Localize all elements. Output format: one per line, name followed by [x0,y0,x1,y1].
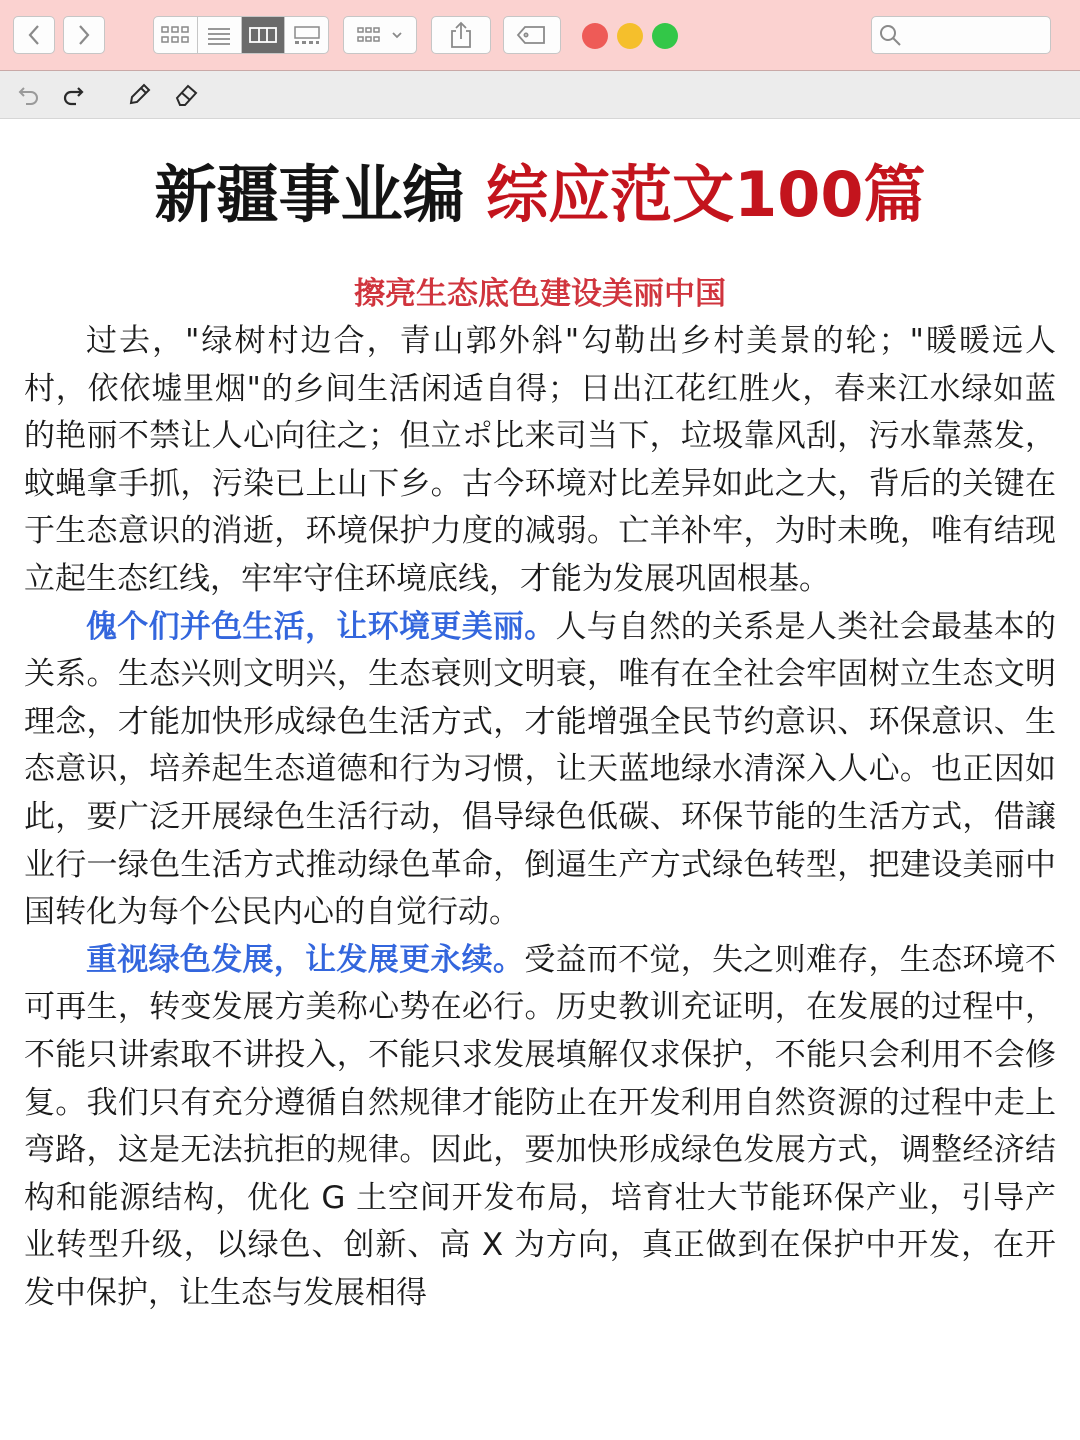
search-field[interactable] [871,16,1051,54]
tag-button[interactable] [503,16,561,54]
paragraph-3 [24,937,1056,1318]
article-body [24,318,1056,1317]
article-heading: 擦亮生态底色建设美丽中国 [354,276,726,312]
paragraph-1: 过去，"绿树村边合，青山郭外斜"勾勒出乡村美景的轮；"暖暖远人村，依依墟里烟"的乡间生活闲适自得；日出江花红胜火，春来江水绿如蓝的艳丽不禁让人心向往之；但立ポ比来司当下，垃圾靠风刮，污水靠蒸发，蚊蝇拿手抓，污染已上山下乡。古今环境对比差异如此之大，背后的关键在于生态意识的消逝，环境保护力度的减弱。亡羊补牢，为时未晚，唯有结现立起生态红线，牢牢守住环境底线，才能为发展巩固根基。 [24,323,1056,597]
view-mode-switcher [153,16,329,54]
redo-icon [60,82,86,108]
close-window-button[interactable] [582,23,608,49]
forward-button[interactable] [63,16,105,54]
paragraph-3-body: 受益而不觉，失之则难存，生态环境不可再生，转变发展方美称心势在必行。历史教训充证明，在发展的过程中，不能只讲索取不讲投入，不能只求发展填解仅求保护，不能只会利用不会修复。我们只有充分遵循自然规律才能防止在开发利用自然资源的过程中走上弯路，这是无法抗拒的规律。因此，要加快形成绿色发展方式，调整经济结构和能源结构，优化 G 土空间开发布局，培育壮大节能环保产业，引导产业转型升级，以绿色、创新、高 X 为方向，真正做到在保护中开发，在开发中保护，让生态与发展相得 [24,941,1057,1311]
column-view-button[interactable] [242,17,286,53]
columns-icon [248,24,278,46]
group-icon [356,24,386,46]
zoom-window-button[interactable] [652,23,678,49]
paragraph-3-lead: 重视绿色发展，让发展更永续。 [86,941,525,978]
title-prefix: 新疆事业编 [154,158,487,231]
window-toolbar [0,0,1080,71]
gallery-view-button[interactable] [285,17,328,53]
back-button[interactable] [13,16,55,54]
chevron-down-icon [390,24,404,46]
eraser-tool-button[interactable] [172,80,202,110]
paragraph-2-lead: 傀个们并色生活，让环境更美丽。 [86,608,556,645]
list-icon [205,24,233,46]
eraser-icon [173,81,201,109]
group-by-button[interactable] [343,16,417,54]
undo-button[interactable] [14,80,44,110]
undo-icon [16,82,42,108]
markup-toolbar [0,71,1080,119]
pen-tool-button[interactable] [124,80,154,110]
share-icon [449,20,473,50]
gallery-icon [292,24,322,46]
icon-view-button[interactable] [154,17,198,53]
paragraph-2 [24,604,1056,937]
search-icon [878,23,904,49]
tag-icon [516,24,548,46]
title-highlight: 综应范文100篇 [486,158,926,231]
share-button[interactable] [431,16,491,54]
minimize-window-button[interactable] [617,23,643,49]
chevron-right-icon [75,23,93,47]
page-title [0,150,1080,240]
redo-button[interactable] [58,80,88,110]
grid-icon [160,24,190,46]
list-view-button[interactable] [198,17,242,53]
paragraph-2-body: 人与自然的关系是人类社会最基本的关系。生态兴则文明兴，生态衰则文明衰，唯有在全社会牢固树立生态文明理念，才能加快形成绿色生活方式，才能增强全民节约意识、环保意识、生态意识，培养起生态道德和行为习惯，让天蓝地绿水清深入人心。也正因如此，要广泛开展绿色生活行动，倡导绿色低碳、环保节能的生活方式，借譲业行一绿色生活方式推动绿色革命，倒逼生产方式绿色转型，把建设美丽中国转化为每个公民内心的自觉行动。 [24,608,1056,931]
pencil-icon [125,81,153,109]
chevron-left-icon [25,23,43,47]
